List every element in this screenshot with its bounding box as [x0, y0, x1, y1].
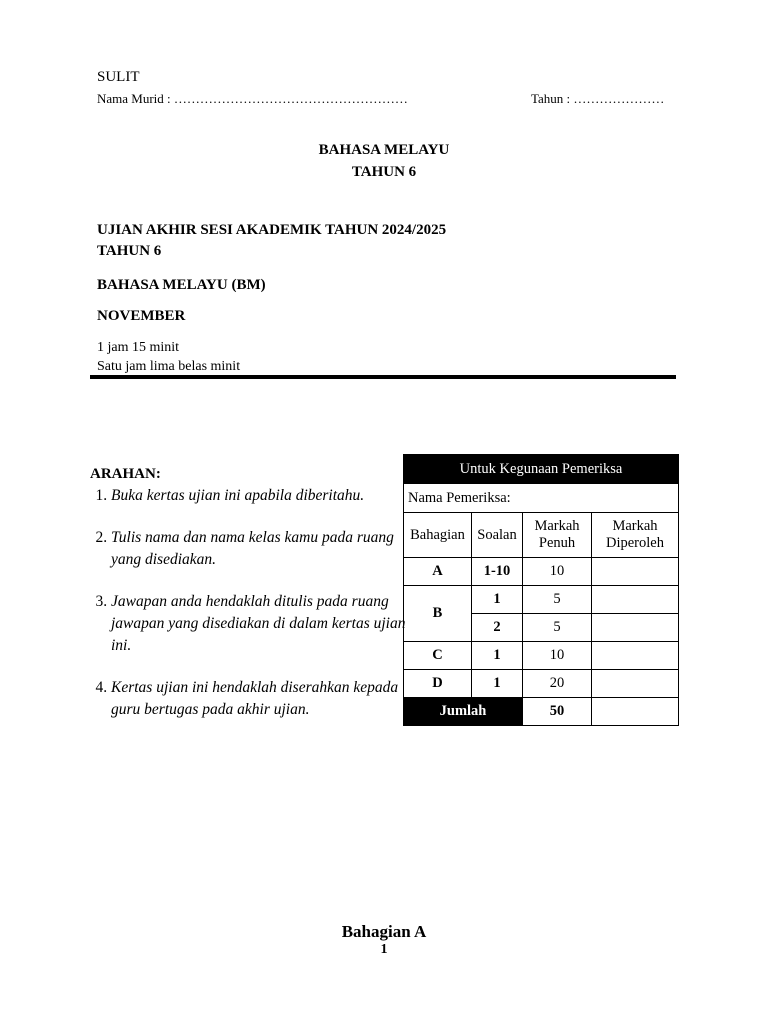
table-row	[404, 586, 679, 614]
row-markah-diperoleh[interactable]	[592, 586, 679, 614]
row-markah-penuh: 20	[523, 670, 592, 698]
row-soalan: 1-10	[472, 558, 523, 586]
classification-label: SULIT	[97, 69, 140, 85]
grade-title: TAHUN 6	[351, 164, 417, 180]
duration-words: Satu jam lima belas minit	[97, 359, 241, 374]
row-markah-diperoleh[interactable]	[592, 670, 679, 698]
examiner-name-row	[404, 484, 679, 513]
row-bahagian: A	[404, 558, 472, 586]
total-label: Jumlah	[404, 698, 523, 726]
instruction-item: 4. Kertas ujian ini hendaklah diserahkan kepada guru bertugas pada akhir ujian.	[111, 677, 411, 721]
row-soalan: 2	[472, 614, 523, 642]
row-markah-penuh: 5	[523, 614, 592, 642]
row-markah-penuh: 10	[523, 558, 592, 586]
exam-month: NOVEMBER	[97, 308, 186, 324]
total-value: 50	[523, 698, 592, 726]
examiner-name-field[interactable]: Nama Pemeriksa:	[404, 484, 679, 513]
row-bahagian: D	[404, 670, 472, 698]
instructions-title: ARAHAN:	[90, 466, 161, 482]
subject-title: BAHASA MELAYU	[318, 142, 450, 158]
total-row	[404, 698, 679, 726]
table-row	[404, 670, 679, 698]
divider-rule	[90, 375, 676, 379]
row-markah-penuh: 10	[523, 642, 592, 670]
examiner-header: Untuk Kegunaan Pemeriksa	[404, 455, 679, 484]
row-bahagian: C	[404, 642, 472, 670]
duration-numeric: 1 jam 15 minit	[97, 340, 180, 355]
exam-subject: BAHASA MELAYU (BM)	[97, 277, 266, 293]
row-markah-penuh: 5	[523, 586, 592, 614]
page-number: 1	[380, 942, 388, 957]
instructions-list	[92, 485, 411, 741]
row-markah-diperoleh[interactable]	[592, 614, 679, 642]
instruction-item: 2. Tulis nama dan nama kelas kamu pada ruang yang disediakan.	[111, 527, 411, 571]
exam-grade: TAHUN 6	[97, 243, 162, 259]
section-title: Bahagian A	[341, 922, 427, 941]
row-markah-diperoleh[interactable]	[592, 558, 679, 586]
row-soalan: 1	[472, 642, 523, 670]
instruction-item: 3. Jawapan anda hendaklah ditulis pada ruang jawapan yang disediakan di dalam kertas ujian ini.	[111, 591, 411, 657]
total-diperoleh[interactable]	[592, 698, 679, 726]
table-row	[404, 558, 679, 586]
row-soalan: 1	[472, 670, 523, 698]
instruction-item: 1. Buka kertas ujian ini apabila diberitahu.	[111, 485, 411, 507]
col-bahagian: Bahagian	[404, 513, 472, 558]
table-row	[404, 642, 679, 670]
examiner-table	[403, 454, 679, 726]
column-header-row	[404, 513, 679, 558]
examiner-header-row	[404, 455, 679, 484]
col-markah-penuh: Markah Penuh	[523, 513, 592, 558]
col-markah-diperoleh: Markah Diperoleh	[592, 513, 679, 558]
row-markah-diperoleh[interactable]	[592, 642, 679, 670]
row-soalan: 1	[472, 586, 523, 614]
col-soalan: Soalan	[472, 513, 523, 558]
exam-title: UJIAN AKHIR SESI AKADEMIK TAHUN 2024/2025	[97, 222, 447, 238]
row-bahagian: B	[404, 586, 472, 642]
year-line: Tahun : …………………	[531, 91, 665, 106]
student-name-line: Nama Murid : ………………………………………………	[97, 91, 408, 106]
